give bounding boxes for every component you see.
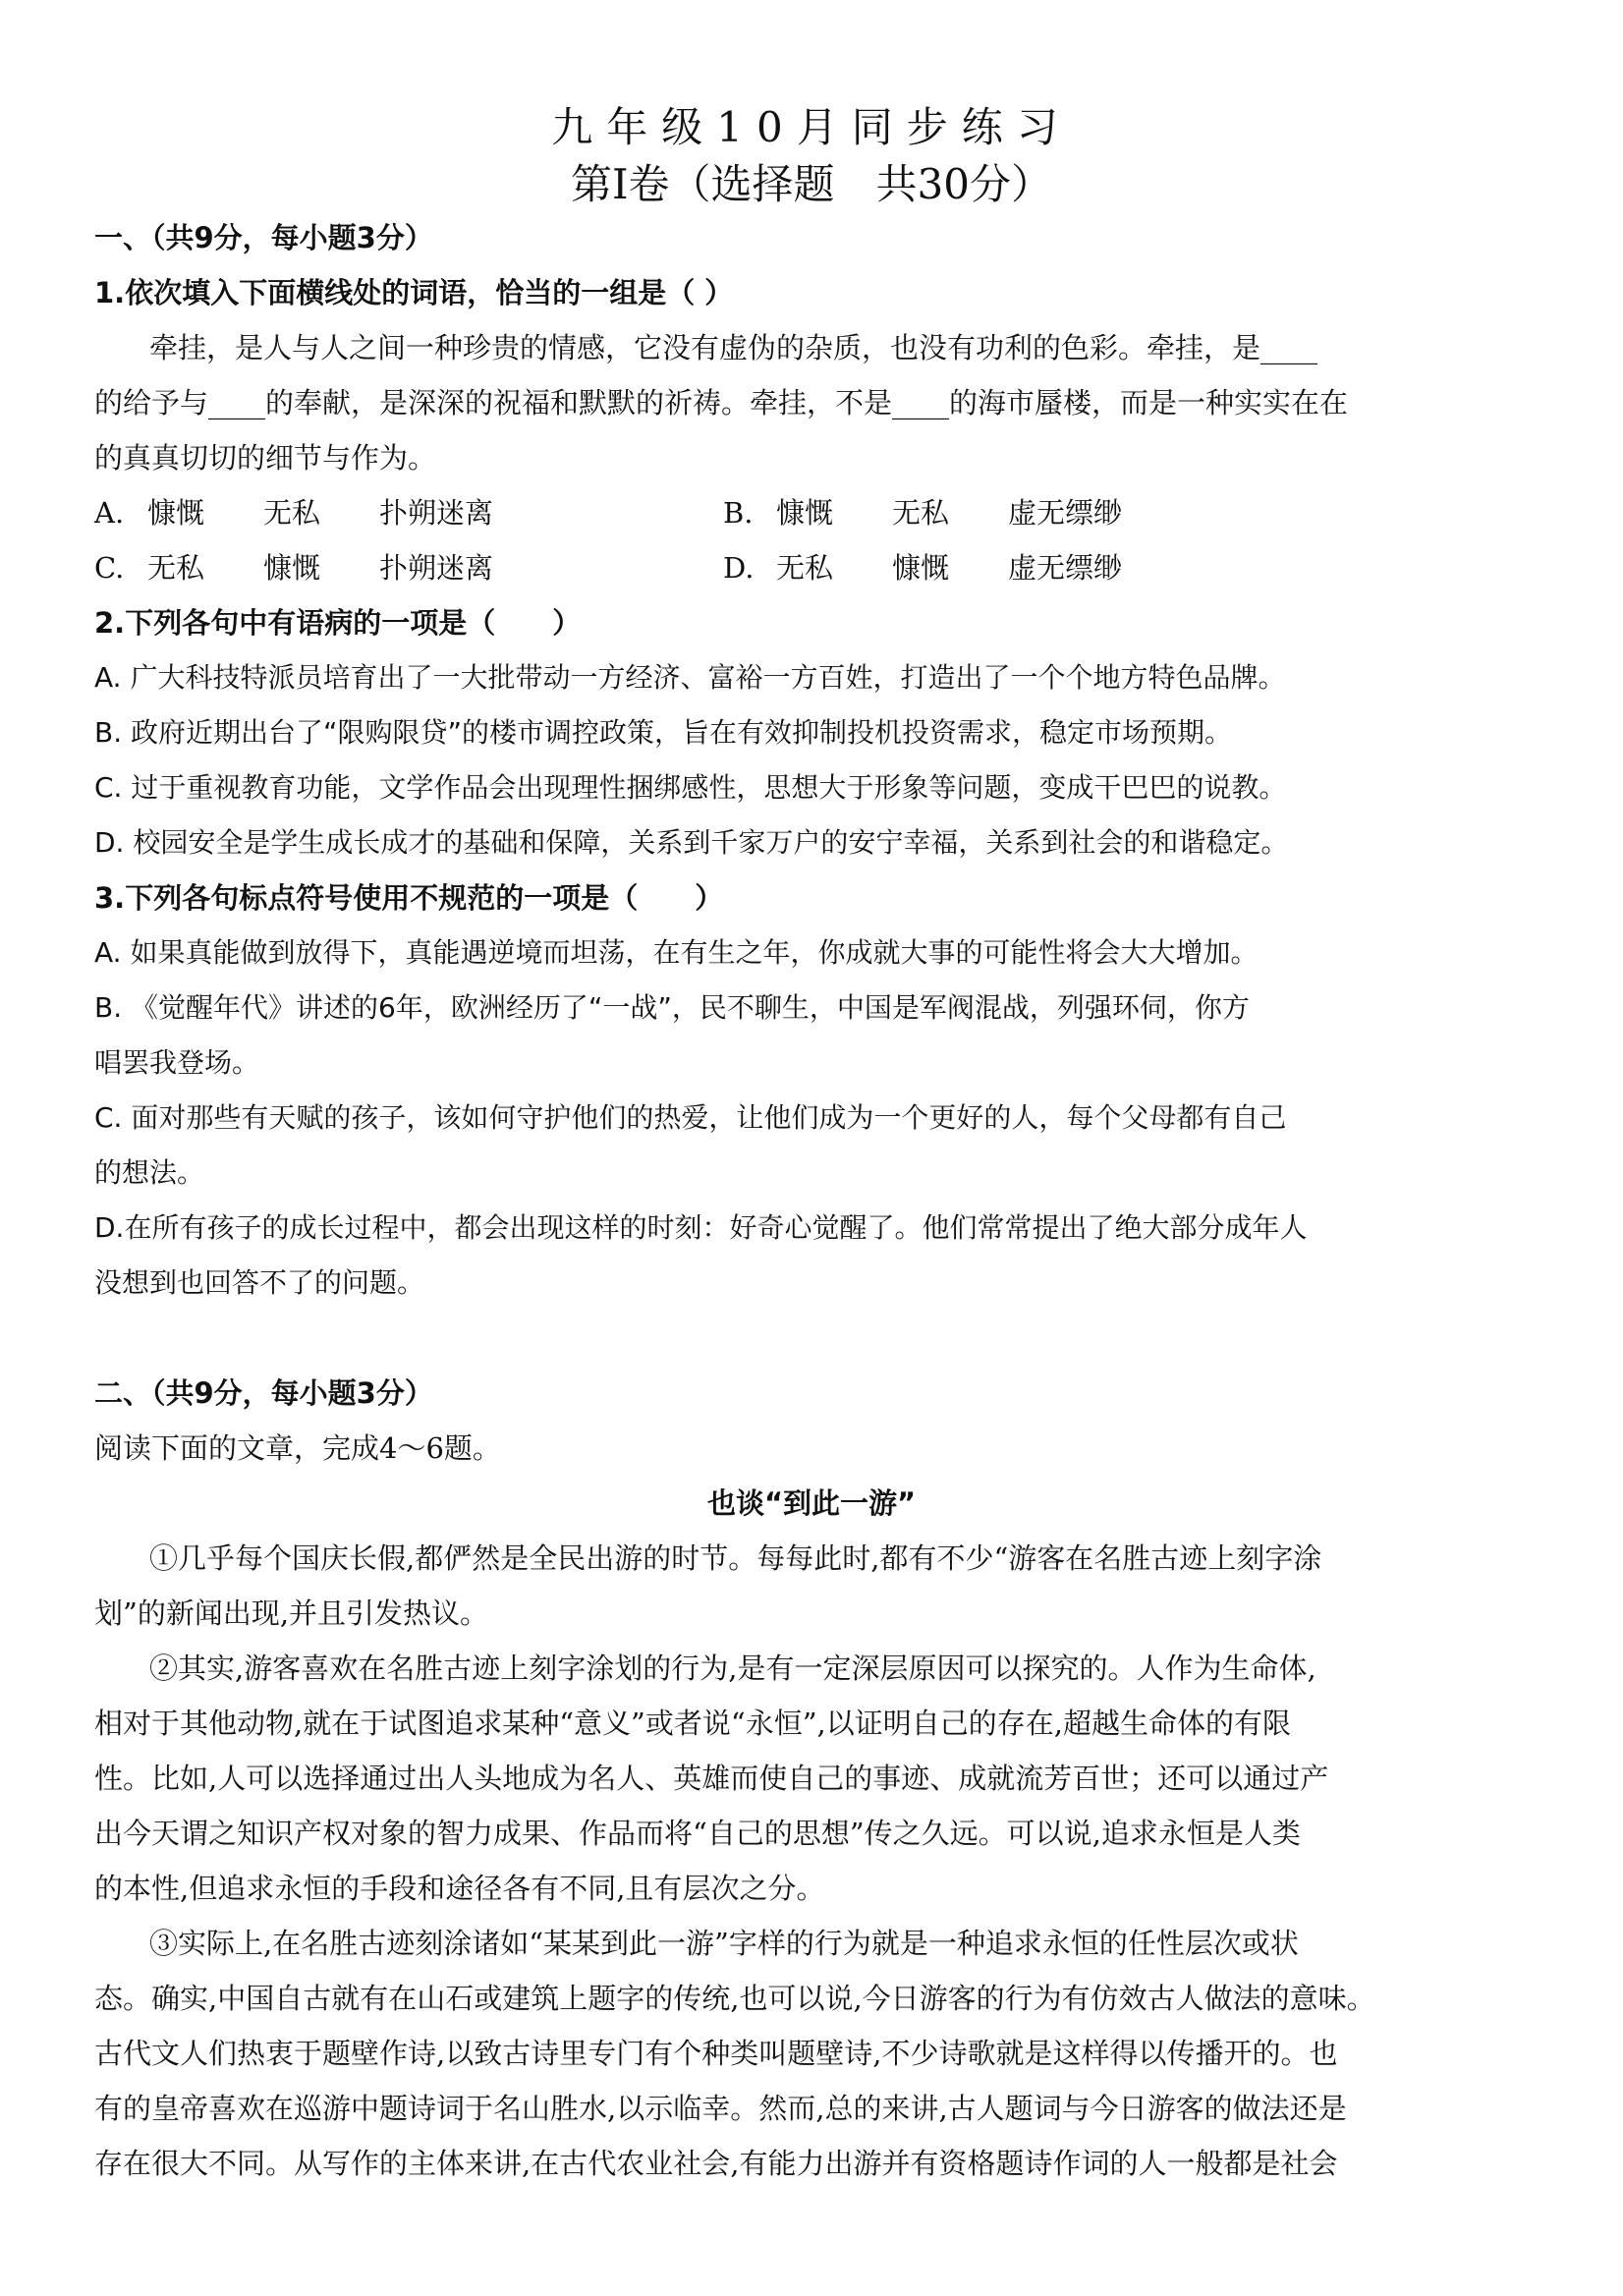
q2-option-b: B. 政府近期出台了“限购限贷”的楼市调控政策，旨在有效抑制投机投资需求，稳定市场预期。 — [94, 716, 1233, 749]
article-line: ②其实,游客喜欢在名胜古迹上刻字涂划的行为,是有一定深层原因可以探究的。人作为生命体, — [149, 1652, 1316, 1685]
q1-passage-line-1: 牵挂，是人与人之间一种珍贵的情感，它没有虚伪的杂质，也没有功利的色彩。牵挂，是____ — [149, 331, 1318, 364]
option-word-3: 虚无缥缈 — [1008, 551, 1123, 585]
option-letter: C. — [94, 551, 125, 585]
page-title: 九年级10月同步练习 — [551, 103, 1072, 151]
option-word-2: 慷慨 — [263, 551, 321, 585]
q3-option-c-line-1: C. 面对那些有天赋的孩子，该如何守护他们的热爱，让他们成为一个更好的人，每个父母都有自己 — [94, 1101, 1287, 1134]
option-word-3: 虚无缥缈 — [1008, 496, 1123, 530]
q3-option-b-line-1: B. 《觉醒年代》讲述的6年，欧洲经历了“一战”，民不聊生，中国是军阀混战，列强环伺，你方 — [94, 991, 1250, 1024]
q3-stem: 3.下列各句标点符号使用不规范的一项是（ ） — [94, 881, 724, 915]
q3-option-a: A. 如果真能做到放得下，真能遇逆境而坦荡，在有生之年，你成就大事的可能性将会大大增加。 — [94, 936, 1259, 969]
q3-option-d-line-1: D.在所有孩子的成长过程中，都会出现这样的时刻：好奇心觉醒了。他们常常提出了绝大部分成年人 — [94, 1211, 1308, 1244]
q1-option-d — [723, 548, 1123, 588]
article-line: 出今天谓之知识产权对象的智力成果、作品而将“自己的思想”传之久远。可以说,追求永恒是人类 — [94, 1817, 1301, 1850]
q2-option-a: A. 广大科技特派员培育出了一大批带动一方经济、富裕一方百姓，打造出了一个个地方特色品牌。 — [94, 661, 1286, 694]
q2-option-d: D. 校园安全是学生成长成才的基础和保障，关系到千家万户的安宁幸福，关系到社会的和谐稳定。 — [94, 826, 1289, 859]
article-line: ③实际上,在名胜古迹刻涂诸如“某某到此一游”字样的行为就是一种追求永恒的任性层次或状 — [149, 1927, 1299, 1960]
option-word-1: 慷慨 — [776, 496, 834, 530]
option-word-3: 扑朔迷离 — [379, 496, 494, 530]
section2-heading: 二、（共9分，每小题3分） — [94, 1376, 433, 1410]
q3-option-d-line-2: 没想到也回答不了的问题。 — [94, 1266, 425, 1299]
article-line: 相对于其他动物,就在于试图追求某种“意义”或者说“永恒”,以证明自己的存在,超越生命体的有限 — [94, 1707, 1291, 1740]
option-word-2: 无私 — [263, 496, 321, 530]
option-letter: D. — [723, 551, 755, 585]
q2-stem: 2.下列各句中有语病的一项是（ ） — [94, 606, 582, 640]
q2-option-c: C. 过于重视教育功能，文学作品会出现理性捆绑感性，思想大于形象等问题，变成干巴巴的说教。 — [94, 771, 1287, 804]
q1-option-b — [723, 493, 1123, 532]
article-line: 的本性,但追求永恒的手段和途径各有不同,且有层次之分。 — [94, 1872, 825, 1905]
article-line: 态。确实,中国自古就有在山石或建筑上题字的传统,也可以说,今日游客的行为有仿效古人做法的意味。 — [94, 1982, 1375, 2015]
q1-option-a — [94, 493, 494, 532]
article-title: 也谈“到此一游” — [706, 1486, 917, 1520]
section2-instruction: 阅读下面的文章，完成4～6题。 — [94, 1431, 501, 1465]
option-word-2: 慷慨 — [892, 551, 950, 585]
article-line: ①几乎每个国庆长假,都俨然是全民出游的时节。每每此时,都有不少“游客在名胜古迹上刻字涂 — [149, 1541, 1322, 1575]
article-line: 有的皇帝喜欢在巡游中题诗词于名山胜水,以示临幸。然而,总的来讲,古人题词与今日游客的做法还是 — [94, 2092, 1347, 2125]
q1-passage-line-3: 的真真切切的细节与作为。 — [94, 441, 437, 475]
article-line: 性。比如,人可以选择通过出人头地成为名人、英雄而使自己的事迹、成就流芳百世；还可以通过产 — [94, 1762, 1329, 1795]
option-word-1: 慷慨 — [147, 496, 205, 530]
article-line: 划”的新闻出现,并且引发热议。 — [94, 1596, 489, 1630]
q1-stem: 1.依次填入下面横线处的词语，恰当的一组是（ ） — [94, 276, 734, 309]
option-letter: B. — [723, 496, 754, 530]
page-subtitle: 第Ⅰ卷（选择题 共30分） — [570, 160, 1053, 208]
option-word-3: 扑朔迷离 — [379, 551, 494, 585]
q3-option-c-line-2: 的想法。 — [94, 1156, 205, 1189]
option-word-1: 无私 — [776, 551, 834, 585]
article-line: 存在很大不同。从写作的主体来讲,在古代农业社会,有能力出游并有资格题诗作词的人一般都是社会 — [94, 2147, 1338, 2180]
article-line: 古代文人们热衷于题壁作诗,以致古诗里专门有个种类叫题壁诗,不少诗歌就是这样得以传播开的。也 — [94, 2037, 1338, 2070]
option-letter: A. — [94, 496, 125, 530]
q3-option-b-line-2: 唱罢我登场。 — [94, 1046, 260, 1079]
q1-passage-line-2: 的给予与____的奉献，是深深的祝福和默默的祈祷。牵挂，不是____的海市蜃楼，而是一种实实在在 — [94, 386, 1349, 420]
option-word-2: 无私 — [892, 496, 950, 530]
section1-heading: 一、（共9分，每小题3分） — [94, 221, 433, 254]
q1-option-c — [94, 548, 494, 588]
option-word-1: 无私 — [147, 551, 205, 585]
